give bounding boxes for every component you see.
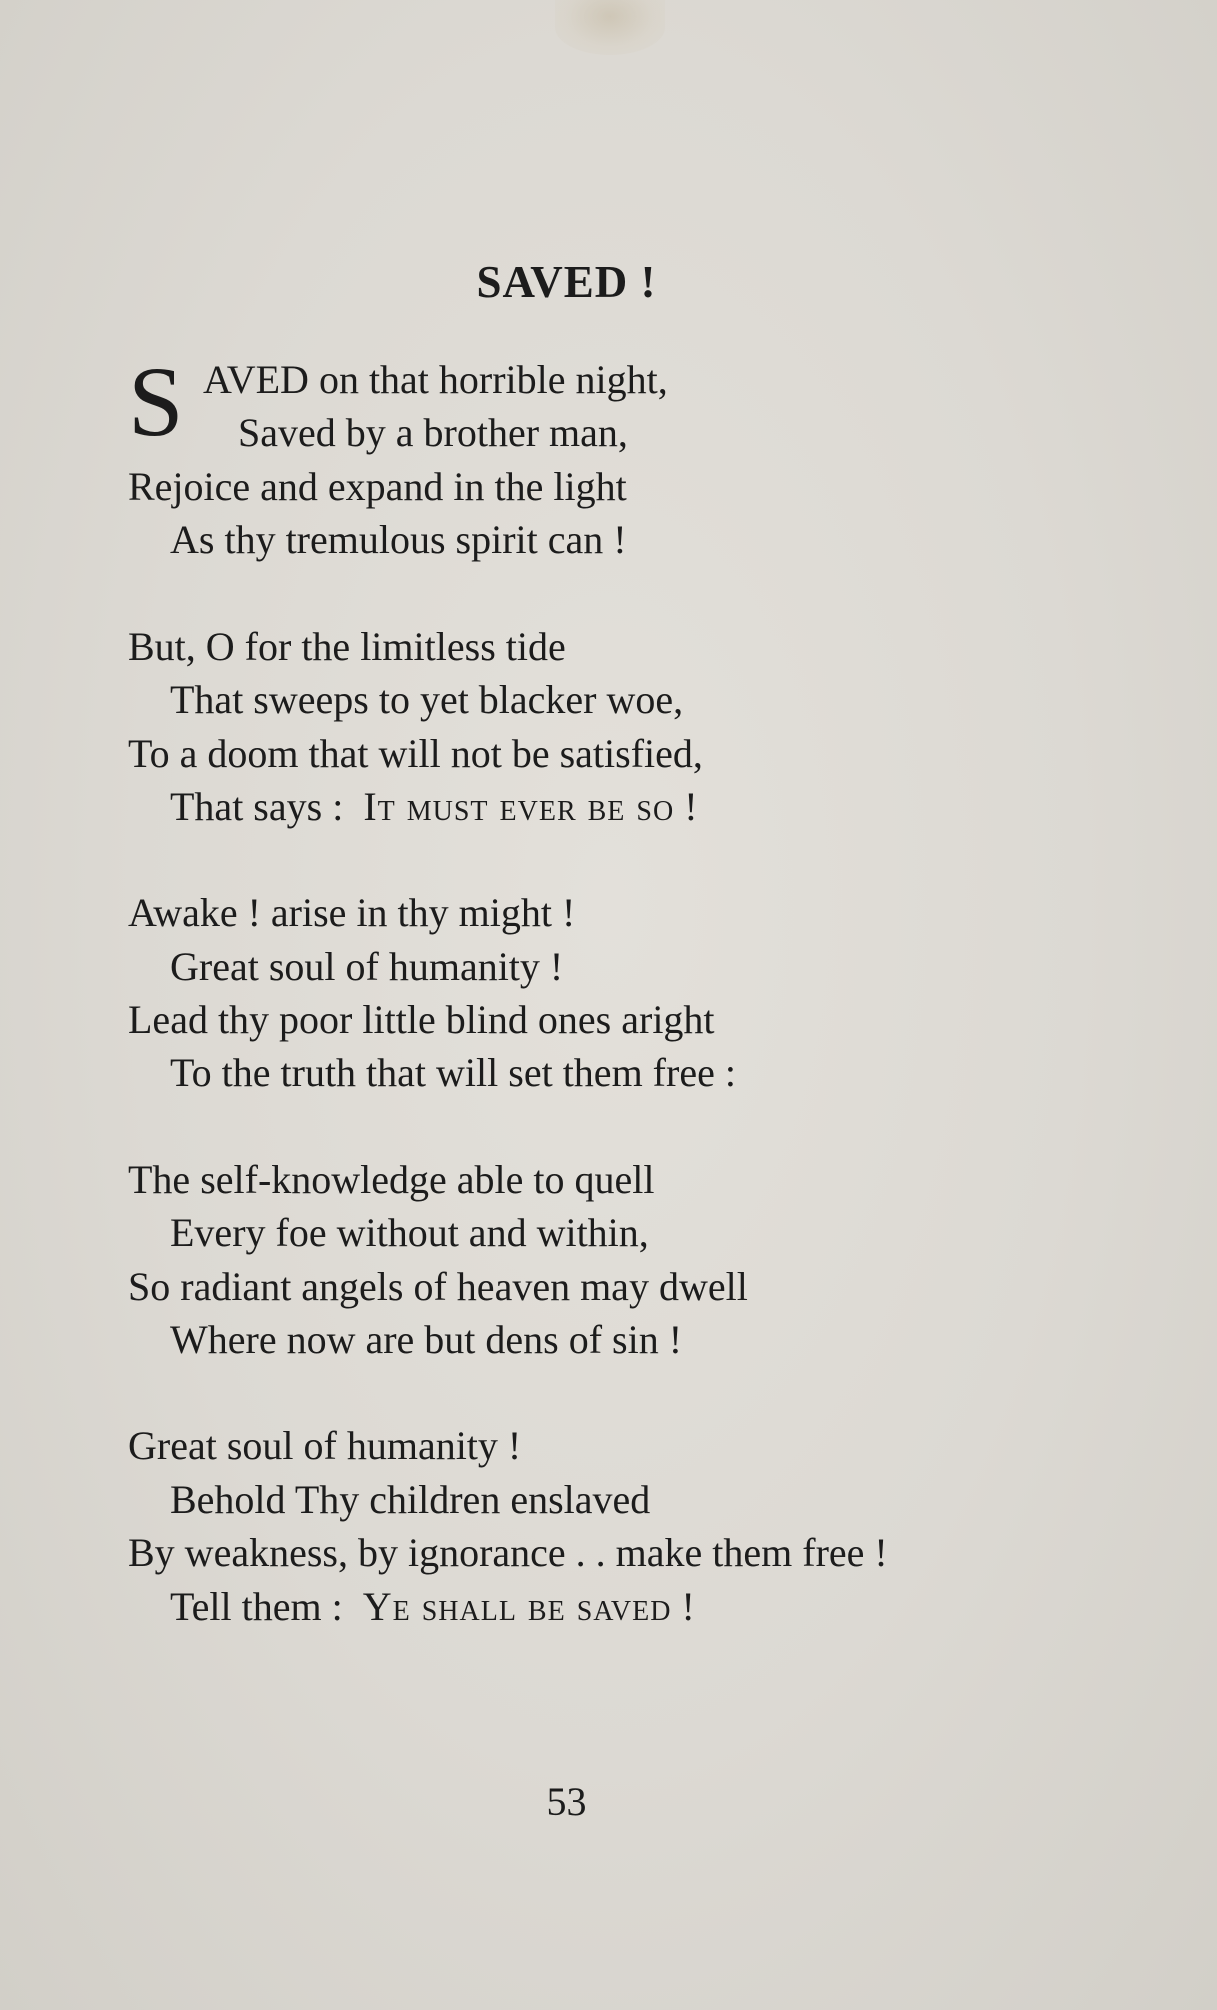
poem-line: Saved by a brother man, bbox=[238, 410, 628, 455]
poem-line: Every foe without and within, bbox=[170, 1210, 649, 1255]
poem-line: Behold Thy children enslaved bbox=[170, 1477, 651, 1522]
line-lead: That says : bbox=[170, 784, 344, 829]
drop-cap: S bbox=[128, 346, 184, 457]
paper-stain bbox=[555, 0, 665, 55]
poem-line: Great soul of humanity ! bbox=[128, 1423, 522, 1468]
small-caps-phrase: It must ever be so bbox=[363, 784, 675, 829]
line-tail: ! bbox=[684, 784, 698, 829]
poem-line: Great soul of humanity ! bbox=[170, 944, 564, 989]
small-caps-phrase: Ye shall be saved bbox=[362, 1584, 672, 1629]
poem-line: Rejoice and expand in the light bbox=[128, 464, 627, 509]
poem-line: As thy tremulous spirit can ! bbox=[170, 517, 627, 562]
poem-line: To the truth that will set them free : bbox=[170, 1050, 736, 1095]
poem-line: To a doom that will not be satisfied, bbox=[128, 731, 703, 776]
poem-line: Lead thy poor little blind ones aright bbox=[128, 997, 715, 1042]
poem-line: That sweeps to yet blacker woe, bbox=[170, 677, 684, 722]
poem-title: SAVED ! bbox=[476, 257, 657, 307]
poem-line bbox=[170, 784, 698, 829]
poem-line: AVED on that horrible night, bbox=[203, 357, 668, 402]
poem-line: Awake ! arise in thy might ! bbox=[128, 890, 576, 935]
line-lead: Tell them : bbox=[170, 1584, 343, 1629]
poem-line: But, O for the limitless tide bbox=[128, 624, 566, 669]
line-tail: ! bbox=[681, 1584, 695, 1629]
poem-line: By weakness, by ignorance . . make them free ! bbox=[128, 1530, 888, 1575]
poem-line bbox=[170, 1584, 695, 1629]
page-number: 53 bbox=[546, 1779, 587, 1824]
poem-line: So radiant angels of heaven may dwell bbox=[128, 1264, 748, 1309]
poem-line: The self-knowledge able to quell bbox=[128, 1157, 655, 1202]
poem-line: Where now are but dens of sin ! bbox=[170, 1317, 683, 1362]
